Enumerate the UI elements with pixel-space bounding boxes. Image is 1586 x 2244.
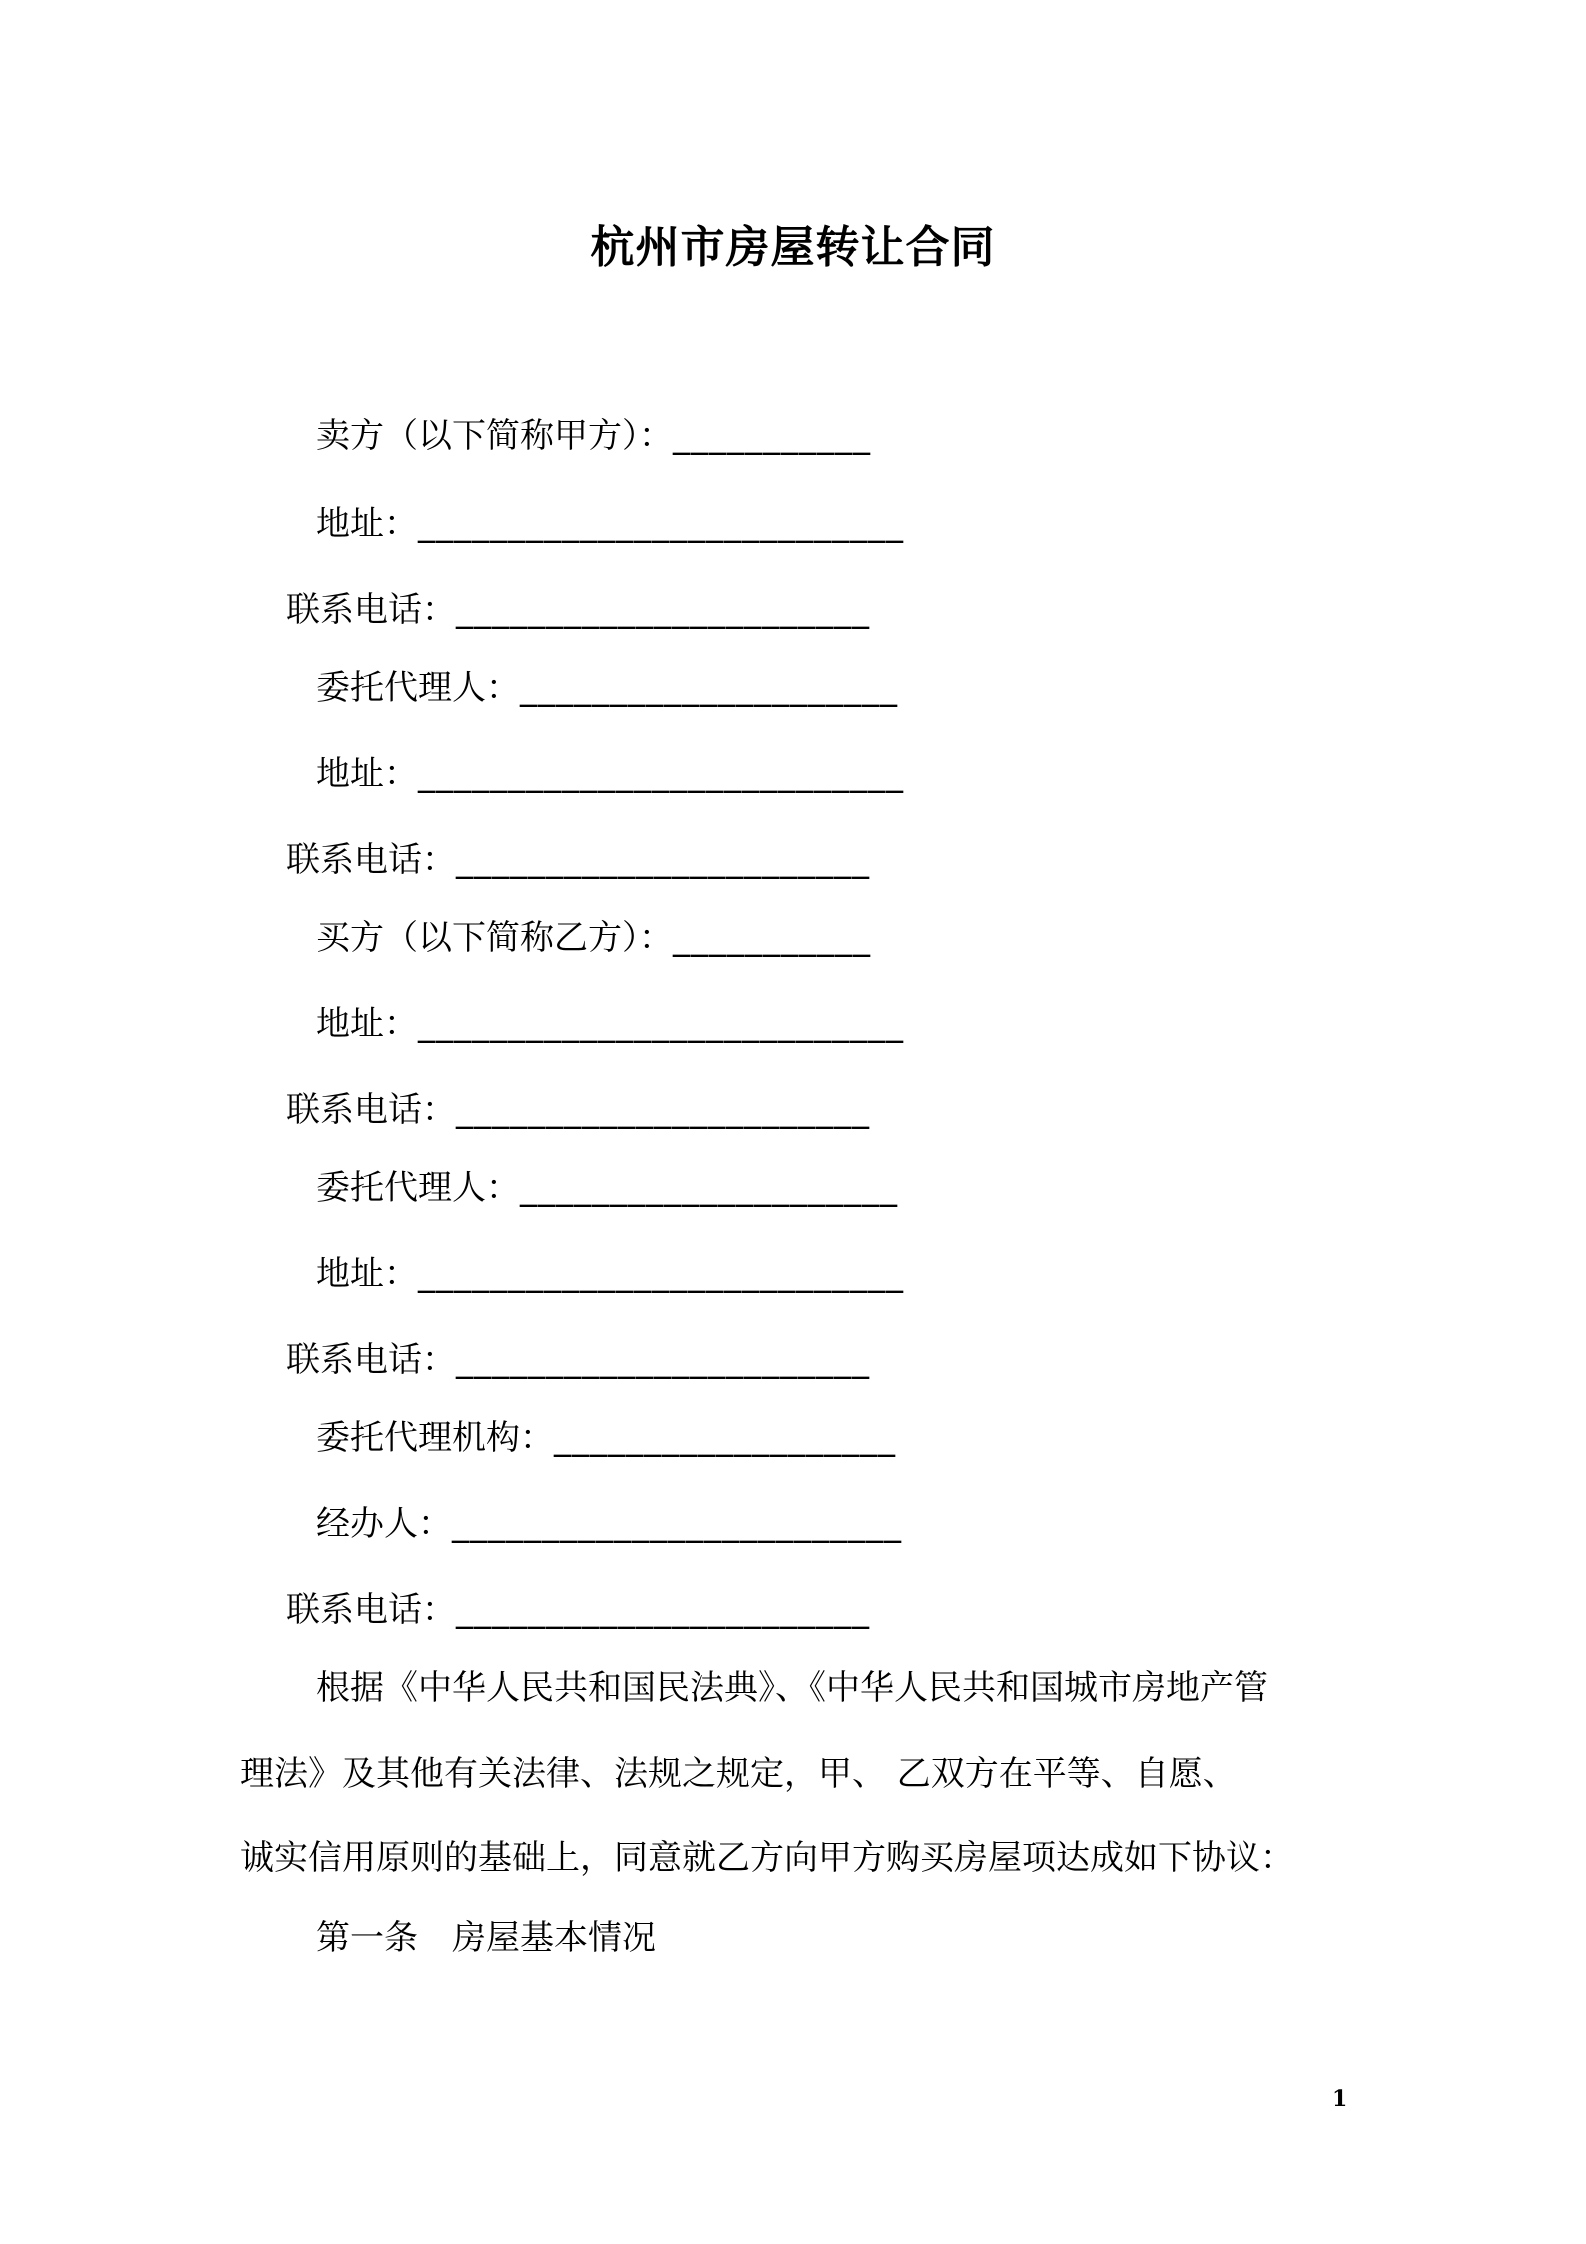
fill-in-blank: ___________________ xyxy=(554,1418,896,1458)
fill-in-blank: _______________________ xyxy=(456,1590,870,1630)
buyer-phone-field xyxy=(286,1086,870,1134)
fill-in-blank: ___________________________ xyxy=(418,504,904,544)
field-label: 地址： xyxy=(316,504,418,544)
field-label: 联系电话： xyxy=(286,590,456,630)
field-label: 联系电话： xyxy=(286,1590,456,1630)
handler-field xyxy=(316,1500,902,1548)
field-label: 买方（以下简称乙方）： xyxy=(316,918,673,958)
fill-in-blank: _______________________ xyxy=(456,1090,870,1130)
buyer-address-field xyxy=(316,1000,904,1048)
preamble-line-2: 理法》及其他有关法律、法规之规定，甲、 乙双方在平等、自愿、 xyxy=(240,1754,1237,1794)
fill-in-blank: ___________ xyxy=(673,416,871,456)
field-label: 地址： xyxy=(316,754,418,794)
fill-in-blank: ___________________________ xyxy=(418,1254,904,1294)
seller-agent-phone-field xyxy=(286,836,870,884)
agency-field xyxy=(316,1414,896,1462)
buyer-agent-phone-field xyxy=(286,1336,870,1384)
page-number: 1 xyxy=(1332,2086,1348,2112)
article-heading: 第一条 房屋基本情况 xyxy=(316,1918,656,1958)
field-label: 委托代理人： xyxy=(316,668,520,708)
buyer-field xyxy=(316,914,871,962)
fill-in-blank: _________________________ xyxy=(452,1504,902,1544)
field-label: 委托代理人： xyxy=(316,1168,520,1208)
seller-field xyxy=(316,412,871,460)
field-label: 地址： xyxy=(316,1254,418,1294)
preamble-line-1: 根据《中华人民共和国民法典》、《中华人民共和国城市房地产管 xyxy=(316,1668,1268,1708)
page-title: 杭州市房屋转让合同 xyxy=(590,222,996,273)
fill-in-blank: _______________________ xyxy=(456,590,870,630)
fill-in-blank: _______________________ xyxy=(456,1340,870,1380)
field-label: 地址： xyxy=(316,1004,418,1044)
field-label: 委托代理机构： xyxy=(316,1418,554,1458)
field-label: 联系电话： xyxy=(286,1090,456,1130)
fill-in-blank: ___________________________ xyxy=(418,1004,904,1044)
buyer-agent-address-field xyxy=(316,1250,904,1298)
fill-in-blank: _______________________ xyxy=(456,840,870,880)
fill-in-blank: _____________________ xyxy=(520,668,898,708)
fill-in-blank: ___________________________ xyxy=(418,754,904,794)
fill-in-blank: _____________________ xyxy=(520,1168,898,1208)
preamble-line-3: 诚实信用原则的基础上，同意就乙方向甲方购买房屋项达成如下协议： xyxy=(240,1838,1294,1878)
seller-agent-address-field xyxy=(316,750,904,798)
seller-phone-field xyxy=(286,586,870,634)
buyer-agent-field xyxy=(316,1164,898,1212)
seller-address-field xyxy=(316,500,904,548)
agency-phone-field xyxy=(286,1586,870,1634)
fill-in-blank: ___________ xyxy=(673,918,871,958)
field-label: 联系电话： xyxy=(286,1340,456,1380)
field-label: 联系电话： xyxy=(286,840,456,880)
field-label: 卖方（以下简称甲方）： xyxy=(316,416,673,456)
field-label: 经办人： xyxy=(316,1504,452,1544)
seller-agent-field xyxy=(316,664,898,712)
